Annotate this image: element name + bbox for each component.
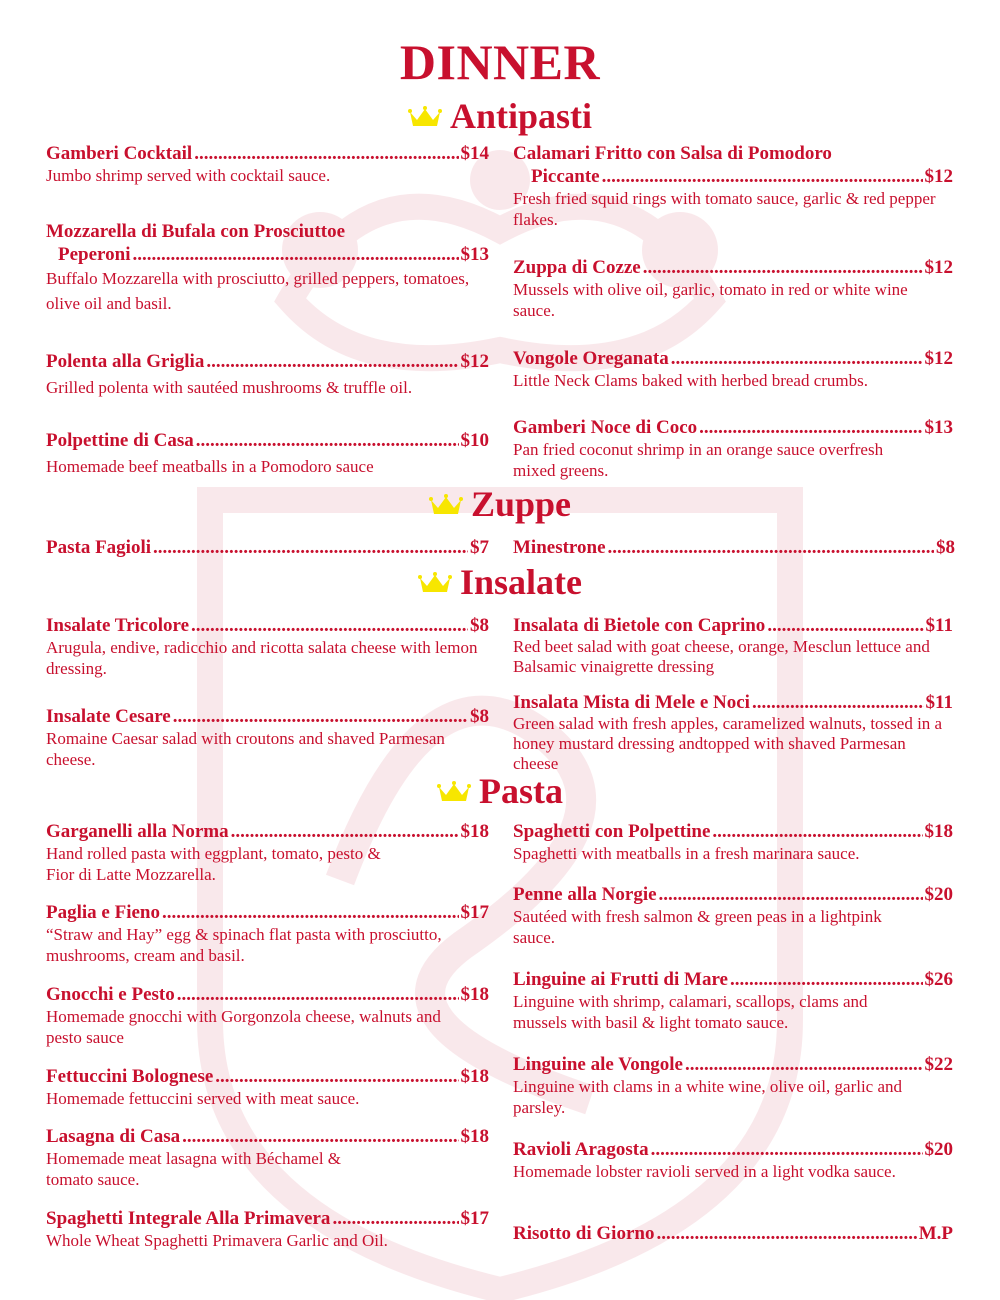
section-title: Antipasti xyxy=(449,96,593,136)
menu-item xyxy=(46,901,489,966)
item-price: $13 xyxy=(924,417,953,438)
item-price: M.P xyxy=(918,1223,953,1244)
item-price: $8 xyxy=(936,537,955,558)
item-description: Grilled polenta with sautéed mushrooms & truffle oil. xyxy=(46,378,413,397)
menu-title: DINNER xyxy=(399,34,601,90)
crown-icon xyxy=(408,106,442,128)
item-name: Insalata di Bietole con Caprino xyxy=(513,615,766,636)
item-name-line: Mozzarella di Bufala con Prosciuttoe xyxy=(46,221,346,242)
item-name: Insalate Tricolore xyxy=(46,615,190,636)
item-price: $8 xyxy=(470,615,489,636)
menu-item xyxy=(513,883,953,948)
item-description: Linguine with clams in a white wine, olive oil, garlic and parsley. xyxy=(513,1077,903,1117)
item-description: Romaine Caesar salad with croutons and shaved Parmesan cheese. xyxy=(46,729,445,769)
item-price: $12 xyxy=(924,257,953,278)
item-price: $26 xyxy=(924,969,953,990)
item-name: Fettuccini Bolognese xyxy=(46,1066,214,1087)
menu-item xyxy=(513,536,955,559)
menu-item xyxy=(46,820,489,885)
item-price: $18 xyxy=(460,1126,489,1147)
item-description: Whole Wheat Spaghetti Primavera Garlic and Oil. xyxy=(46,1231,388,1250)
item-price: $22 xyxy=(924,1054,953,1075)
item-price: $7 xyxy=(470,537,489,558)
item-description: Little Neck Clams baked with herbed bread crumbs. xyxy=(513,371,868,390)
item-description: Spaghetti with meatballs in a fresh marinara sauce. xyxy=(513,844,860,863)
item-description: Mussels with olive oil, garlic, tomato in red or white wine sauce. xyxy=(513,280,908,320)
item-price: $11 xyxy=(925,692,953,713)
item-price: $20 xyxy=(924,1139,953,1160)
item-price: $10 xyxy=(460,430,489,451)
menu-item xyxy=(513,820,953,864)
item-description: Arugula, endive, radicchio and ricotta salata cheese with lemon dressing. xyxy=(46,638,478,678)
item-price: $11 xyxy=(925,615,953,636)
item-name: Linguine ale Vongole xyxy=(513,1054,683,1075)
item-price: $8 xyxy=(470,706,489,727)
item-description: Green salad with fresh apples, caramelized walnuts, tossed in a honey mustard dressing andtopped with shaved Parmesan cheese xyxy=(513,714,943,773)
item-name: Spaghetti Integrale Alla Primavera xyxy=(46,1208,331,1229)
item-price: $20 xyxy=(924,884,953,905)
item-price: $12 xyxy=(460,351,489,372)
section-heading-pasta xyxy=(0,771,1000,811)
item-price: $18 xyxy=(460,984,489,1005)
item-description: Homemade lobster ravioli served in a light vodka sauce. xyxy=(513,1162,896,1181)
section-heading-zuppe xyxy=(0,484,1000,524)
item-name: Gamberi Noce di Coco xyxy=(513,417,698,438)
item-name: Vongole Oreganata xyxy=(513,348,669,369)
item-description: Buffalo Mozzarella with prosciutto, grilled peppers, tomatoes, olive oil and basil. xyxy=(46,269,470,313)
item-price: $12 xyxy=(924,166,953,187)
menu-item xyxy=(46,1207,489,1251)
menu-item xyxy=(46,429,489,477)
item-description: Sautéed with fresh salmon & green peas in a lightpink sauce. xyxy=(513,907,882,947)
item-description: Red beet salad with goat cheese, orange, Mesclun lettuce and Balsamic vinaigrette dressing xyxy=(513,637,930,676)
item-description: Hand rolled pasta with eggplant, tomato, pesto & Fior di Latte Mozzarella. xyxy=(46,844,381,884)
item-description: Homemade meat lasagna with Béchamel & tomato sauce. xyxy=(46,1149,342,1189)
menu-item xyxy=(513,1138,953,1182)
item-price: $12 xyxy=(924,348,953,369)
item-description: “Straw and Hay” egg & spinach flat pasta with prosciutto, mushrooms, cream and basil. xyxy=(46,925,442,965)
item-name-line: Calamari Fritto con Salsa di Pomodoro xyxy=(513,143,832,164)
section-title: Pasta xyxy=(479,771,563,811)
item-name: Gnocchi e Pesto xyxy=(46,984,175,1005)
menu-item xyxy=(46,1125,489,1190)
item-name: Penne alla Norgie xyxy=(513,884,657,905)
menu-item xyxy=(46,142,489,186)
menu-item xyxy=(46,983,489,1048)
item-name: Lasagna di Casa xyxy=(46,1126,181,1147)
section-heading-insalate xyxy=(0,562,1000,602)
menu-item xyxy=(46,1065,489,1109)
crown-icon xyxy=(429,494,463,516)
item-name: Peperoni xyxy=(58,244,131,265)
item-name: Insalate Cesare xyxy=(46,706,171,727)
item-description: Pan fried coconut shrimp in an orange sauce overfresh mixed greens. xyxy=(513,440,884,480)
item-name: Ravioli Aragosta xyxy=(513,1139,649,1160)
crown-icon xyxy=(437,781,471,803)
item-description: Homemade fettuccini served with meat sauce. xyxy=(46,1089,360,1108)
menu-item xyxy=(46,536,489,559)
menu-item xyxy=(513,347,953,391)
item-description: Linguine with shrimp, calamari, scallops, clams and mussels with basil & light tomato sauce. xyxy=(513,992,868,1032)
menu-item xyxy=(46,614,489,679)
section-heading-antipasti xyxy=(0,96,1000,136)
item-price: $17 xyxy=(460,902,489,923)
menu-item xyxy=(513,142,953,230)
item-price: $18 xyxy=(460,821,489,842)
menu-item xyxy=(513,614,953,677)
item-name: Polpettine di Casa xyxy=(46,430,194,451)
item-name: Paglia e Fieno xyxy=(46,902,160,923)
item-price: $14 xyxy=(460,143,489,164)
item-price: $18 xyxy=(924,821,953,842)
menu-item xyxy=(513,256,953,321)
section-title: Insalate xyxy=(459,562,582,602)
section-title: Zuppe xyxy=(470,484,572,524)
menu-item xyxy=(513,1222,953,1245)
item-description: Jumbo shrimp served with cocktail sauce. xyxy=(46,166,331,185)
item-price: $17 xyxy=(460,1208,489,1229)
item-description: Homemade gnocchi with Gorgonzola cheese, walnuts and pesto sauce xyxy=(46,1007,441,1047)
item-name: Insalata Mista di Mele e Noci xyxy=(513,692,750,713)
item-name: Spaghetti con Polpettine xyxy=(513,821,711,842)
item-name: Pasta Fagioli xyxy=(46,537,152,558)
menu-item xyxy=(513,416,953,481)
crown-icon xyxy=(418,572,452,594)
item-name: Garganelli alla Norma xyxy=(46,821,229,842)
menu-item xyxy=(46,705,489,770)
item-name: Linguine ai Frutti di Mare xyxy=(513,969,728,990)
menu-item xyxy=(46,220,489,316)
item-name: Piccante xyxy=(531,166,600,187)
menu-item xyxy=(513,691,953,774)
item-price: $18 xyxy=(460,1066,489,1087)
item-name: Gamberi Cocktail xyxy=(46,143,193,164)
menu-item xyxy=(513,1053,953,1118)
item-name: Zuppa di Cozze xyxy=(513,257,641,278)
menu-item xyxy=(46,350,489,398)
item-name: Minestrone xyxy=(513,537,606,558)
item-name: Risotto di Giorno xyxy=(513,1223,655,1244)
menu-item xyxy=(513,968,953,1033)
item-description: Fresh fried squid rings with tomato sauce, garlic & red pepper flakes. xyxy=(513,189,936,229)
item-price: $13 xyxy=(460,244,489,265)
item-description: Homemade beef meatballs in a Pomodoro sauce xyxy=(46,457,374,476)
item-name: Polenta alla Griglia xyxy=(46,351,205,372)
